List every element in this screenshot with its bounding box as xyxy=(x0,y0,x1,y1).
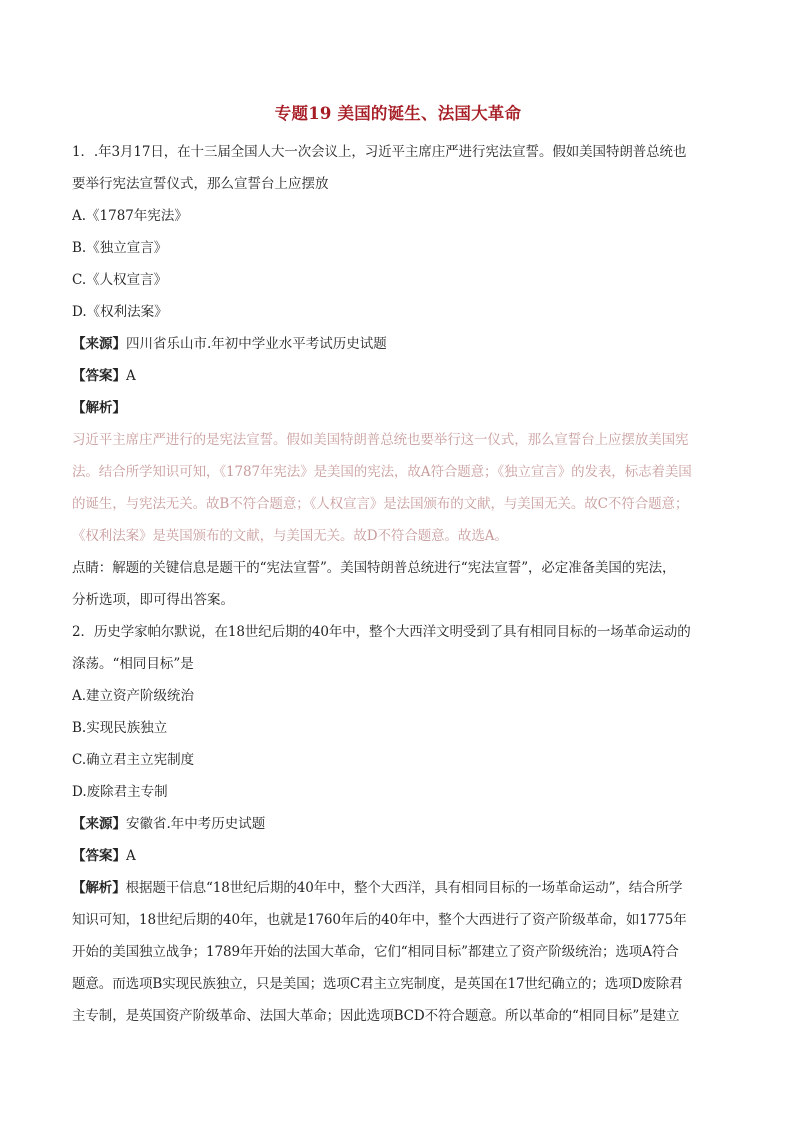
q2-source xyxy=(72,808,724,840)
q1-analysis-line-1: 习近平主席庄严进行的是宪法宣誓。假如美国特朗普总统也要举行这一仪式，那么宣誓台上应摆放美国宪 xyxy=(72,432,689,448)
q1-source-text: 四川省乐山市.年初中学业水平考试历史试题 xyxy=(126,336,387,352)
q1-option-c: C.《人权宣言》 xyxy=(72,272,168,288)
page-title: 专题19 美国的诞生、法国大革命 xyxy=(274,104,522,123)
q2-option-a: A.建立资产阶级统治 xyxy=(72,688,195,704)
q1-stem-line-2: 要举行宪法宣誓仪式，那么宣誓台上应摆放 xyxy=(72,176,329,192)
q2-source-label: 【来源】 xyxy=(72,816,126,832)
q1-answer xyxy=(72,360,724,392)
q1-source-label: 【来源】 xyxy=(72,336,126,352)
q2-analysis-line-3: 开始的美国独立战争；1789年开始的法国大革命，它们“相同目标”都建立了资产阶级统治；选项A符合 xyxy=(72,944,679,960)
q1-analysis-heading xyxy=(72,392,724,424)
q1-answer-text: A xyxy=(126,368,136,384)
q1-stem-line-1: 1．.年3月17日，在十三届全国人大一次会议上，习近平主席庄严进行宪法宣誓。假如美国特朗普总统也 xyxy=(72,144,687,160)
q2-analysis-line-5: 主专制，是英国资产阶级革命、法国大革命；因此选项BCD不符合题意。所以革命的“相同目标”是建立 xyxy=(72,1008,680,1024)
q2-source-text: 安徽省.年中考历史试题 xyxy=(126,816,266,832)
q2-option-c: C.确立君主立宪制度 xyxy=(72,752,195,768)
q2-stem-line-2: 涤荡。“相同目标”是 xyxy=(72,656,194,672)
q1-analysis-line-2: 法。结合所学知识可知，《1787年宪法》是美国的宪法，故A符合题意；《独立宣言》的发表，标志着美国 xyxy=(72,464,692,480)
q1-answer-label: 【答案】 xyxy=(72,368,126,384)
q2-answer xyxy=(72,840,724,872)
q2-option-d: D.废除君主专制 xyxy=(72,784,168,800)
q2-analysis-first: 根据题干信息“18世纪后期的40年中，整个大西洋，具有相同目标的一场革命运动”，结合所学 xyxy=(125,880,683,896)
q2-analysis-line-1 xyxy=(72,872,724,904)
q2-answer-label: 【答案】 xyxy=(72,848,126,864)
q1-analysis-line-3: 的诞生，与宪法无关。故B不符合题意；《人权宣言》是法国颁布的文献，与美国无关。故C不符合题意； xyxy=(72,496,689,512)
q1-analysis-label: 【解析】 xyxy=(72,400,126,416)
q2-option-b: B.实现民族独立 xyxy=(72,720,168,736)
q2-answer-text: A xyxy=(126,848,136,864)
q1-source xyxy=(72,328,724,360)
q2-stem-line-1: 2．历史学家帕尔默说，在18世纪后期的40年中，整个大西洋文明受到了具有相同目标的一场革命运动的 xyxy=(72,624,691,640)
q2-analysis-line-4: 题意。而选项B实现民族独立，只是美国；选项C君主立宪制度，是英国在17世纪确立的；选项D废除君 xyxy=(72,976,683,992)
q1-tip-line-2: 分析选项，即可得出答案。 xyxy=(72,592,234,608)
q1-option-b: B.《独立宣言》 xyxy=(72,240,168,256)
q2-analysis-line-2: 知识可知，18世纪后期的40年，也就是1760年后的40年中，整个大西进行了资产阶级革命，如1775年 xyxy=(72,912,687,928)
q1-option-a: A.《1787年宪法》 xyxy=(72,208,188,224)
q2-analysis-label: 【解析】 xyxy=(72,880,126,896)
q1-analysis-line-4: 《权利法案》是英国颁布的文献，与美国无关。故D不符合题意。故选A。 xyxy=(72,528,508,544)
q1-tip-line-1: 点睛：解题的关键信息是题干的“宪法宣誓”。美国特朗普总统进行“宪法宣誓”，必定准备美国的宪法， xyxy=(72,560,676,576)
q1-option-d: D.《权利法案》 xyxy=(72,304,168,320)
document-page xyxy=(72,100,724,1032)
